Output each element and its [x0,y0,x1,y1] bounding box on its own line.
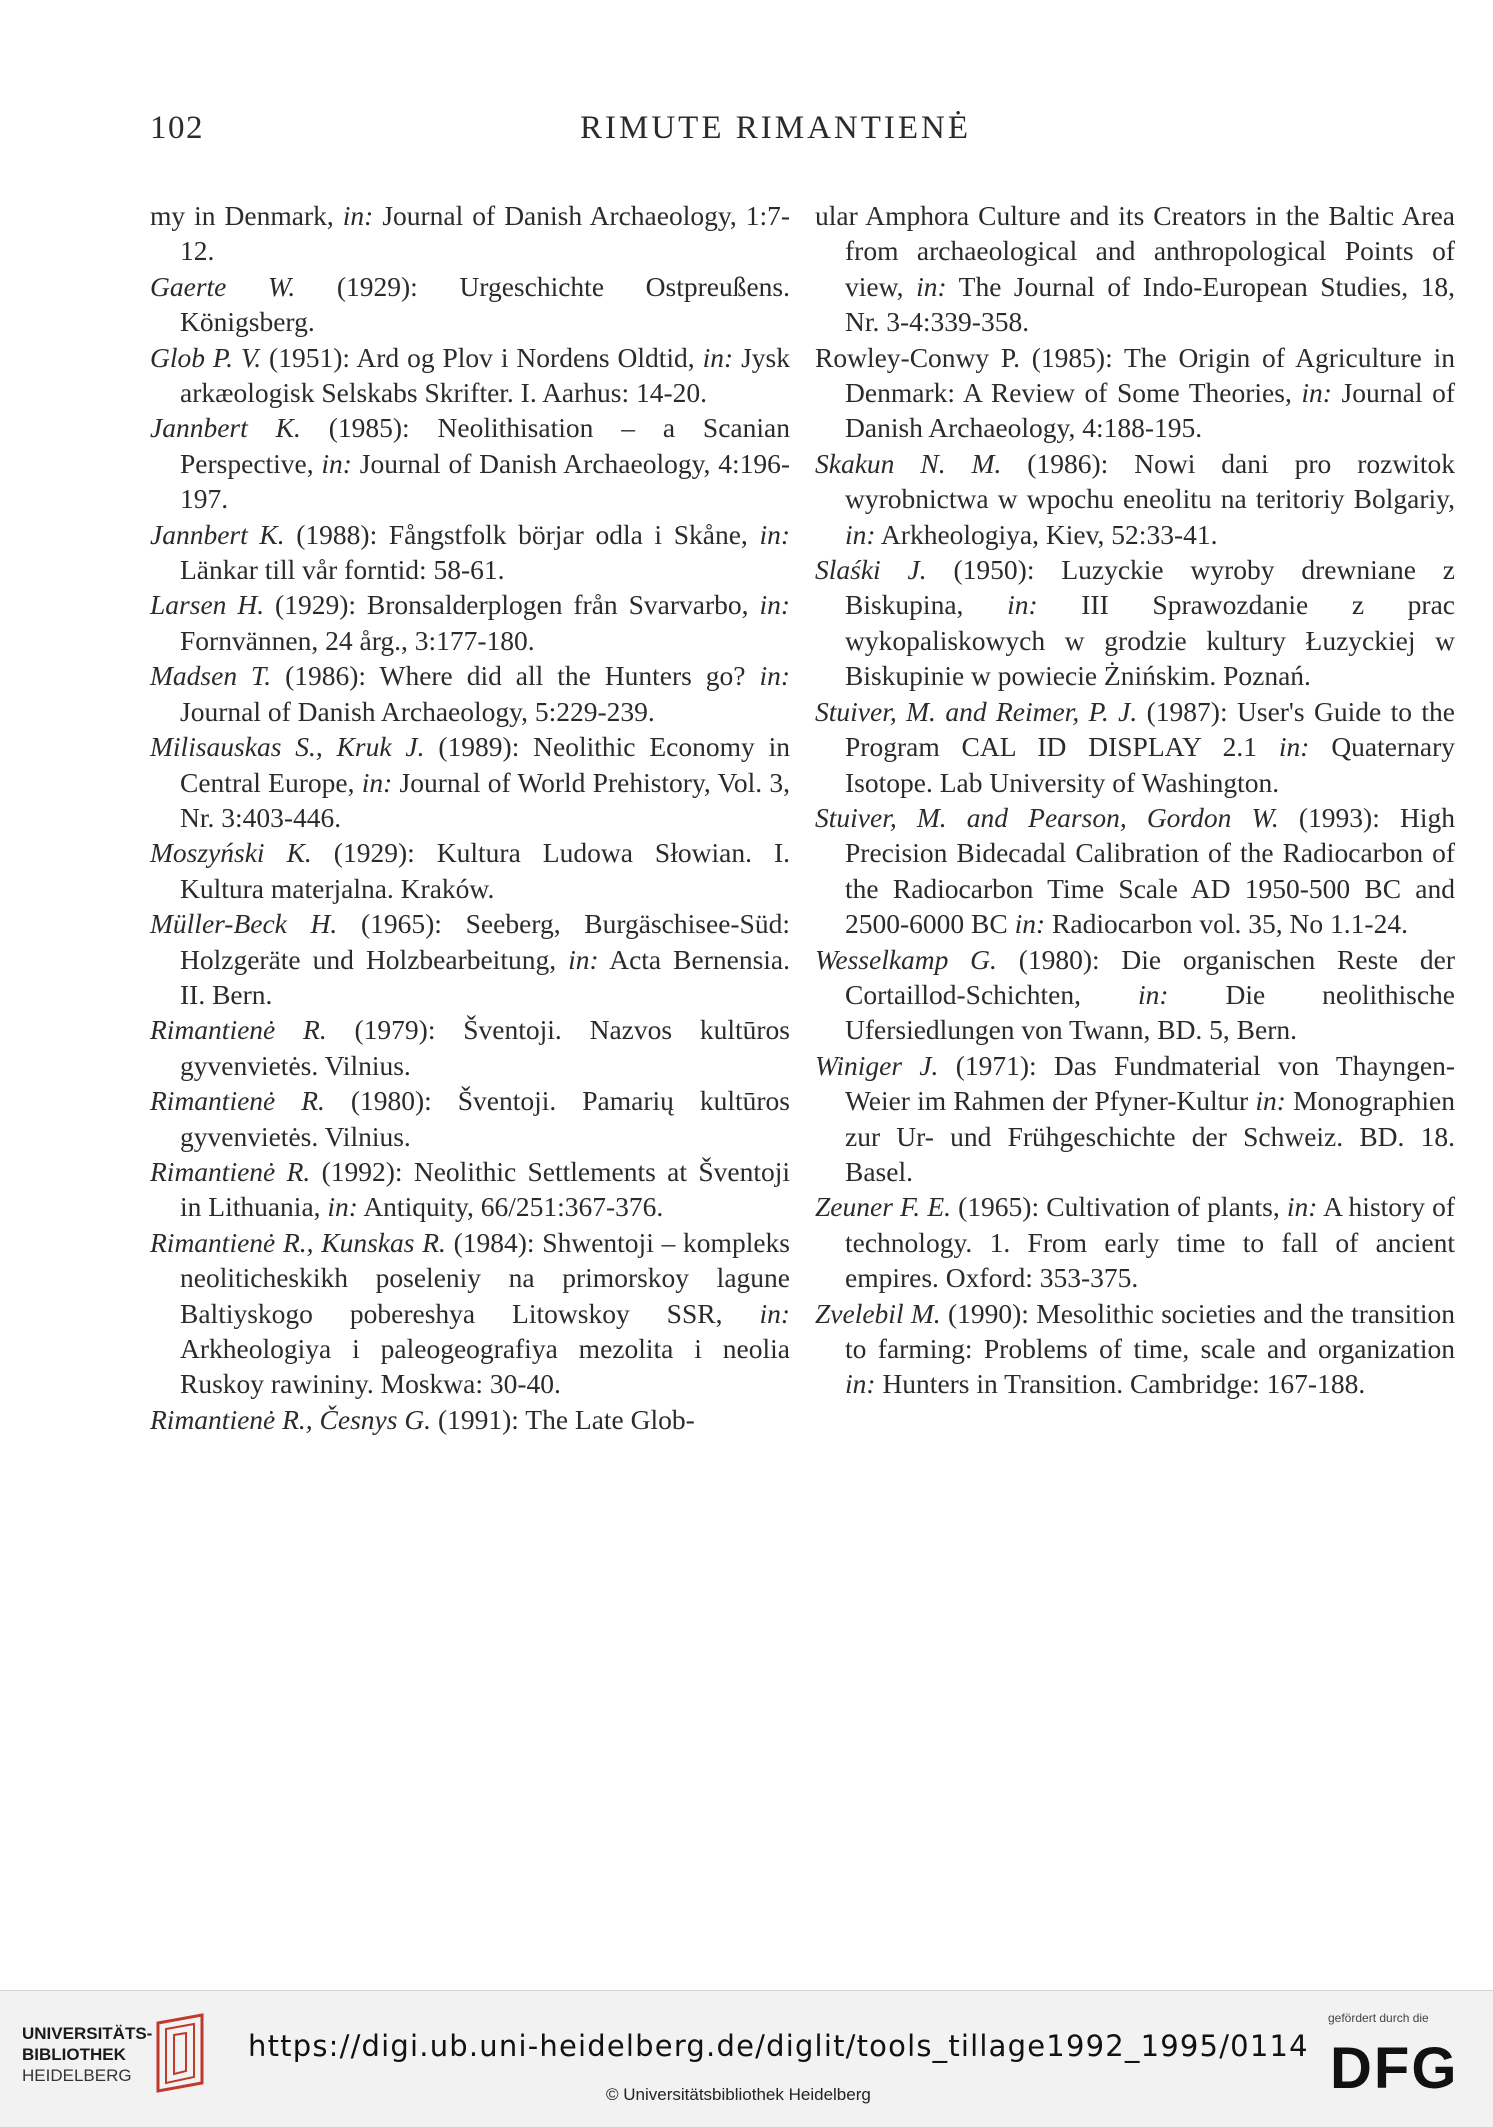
reference-text-part: (1992): Neolithic Settlements at Šventoji in Lithuania, [180,1155,790,1223]
reference-italic-part: Winiger J. [815,1049,939,1081]
reference-text-part: Rowley-Conwy P. (1985): The Origin of Agriculture in Denmark: A Review of Some Theories, [815,341,1455,409]
reference-text-part: Monographien zur Ur- und Frühgeschichte der Schweiz. BD. 18. Basel. [845,1085,1455,1187]
reference-entry [815,694,1455,800]
references-left-column [150,198,790,1437]
reference-entry [150,340,790,411]
reference-italic-part: Rimantienė R., Česnys G. [150,1403,432,1435]
reference-italic-part: Stuiver, M. and Pearson, Gordon W. [815,801,1279,833]
reference-entry [150,906,790,1012]
reference-italic-part: Jannbert K. [150,518,285,550]
reference-entry [815,198,1455,340]
reference-entry [150,1154,790,1225]
reference-entry [150,410,790,516]
reference-italic-part: Rimantienė R. [150,1085,325,1117]
reference-italic-part: in: [568,943,599,975]
reference-entry [815,552,1455,694]
dfg-logo: DFG [1330,2036,1459,2101]
reference-italic-part: in: [321,447,352,479]
reference-entry [815,1189,1455,1295]
reference-text-part: Fornvännen, 24 årg., 3:177-180. [180,624,535,656]
reference-italic-part: Jannbert K. [150,412,301,444]
reference-italic-part: Moszyński K. [150,837,312,869]
reference-italic-part: Rimantienė R., Kunskas R. [150,1226,446,1258]
reference-text-part: (1986): Nowi dani pro rozwitok wyrobnictwa w wpochu eneolitu na teritoriy Bolgariy, [845,447,1455,515]
permalink-url[interactable]: https://digi.ub.uni-heidelberg.de/diglit/tools_tillage1992_1995/0114 [248,2029,1309,2063]
reference-text-part: (1986): Where did all the Hunters go? [271,660,760,692]
reference-entry [150,587,790,658]
reference-text-part: Arkheologiya, Kiev, 52:33-41. [875,518,1218,550]
reference-text-part: (1985): Neolithisation – a Scanian Perspective, [180,412,790,479]
reference-text-part: ular Amphora Culture and its Creators in the Baltic Area from archaeological and anthropological Points of view, [815,200,1455,302]
reference-italic-part: Milisauskas S., Kruk J. [150,731,425,763]
reference-text-part: Journal of Danish Archaeology, 4:196-197. [180,447,790,515]
library-name-line: BIBLIOTHEK [22,2045,126,2064]
reference-italic-part: in: [361,766,393,798]
reference-entry [150,1402,790,1437]
reference-italic-part: Zvelebil M. [815,1297,941,1329]
reference-text-part: (1984): Shwentoji – kompleks neoliticheskikh poseleniy na primorskoy lagune Baltiyskogo pobereshya Litowskoy SSR, [180,1226,790,1329]
reference-text-part: (1980): Die organischen Reste der Cortaillod-Schichten, [845,943,1456,1010]
reference-italic-part: Skakun N. M. [815,447,1002,479]
reference-italic-part: in: [759,518,790,550]
reference-text-part: (1929): Urgeschichte Ostpreußens. Königsberg. [180,270,790,338]
reference-entry [815,1048,1455,1190]
reference-italic-part: Müller-Beck H. [150,908,338,940]
reference-text-part: Hunters in Transition. Cambridge: 167-188. [875,1368,1366,1400]
reference-entry [150,198,790,269]
reference-entry [150,1225,790,1402]
reference-entry [815,446,1455,552]
reference-italic-part: in: [916,270,947,302]
reference-text-part: Journal of Danish Archaeology, 4:188-195. [845,377,1455,444]
reference-italic-part: in: [1286,1191,1318,1223]
reference-text-part: (1987): User's Guide to the Program CAL ID DISPLAY 2.1 [845,695,1455,763]
reference-italic-part: in: [327,1191,358,1223]
reference-text-part: Acta Bernensia. II. Bern. [180,943,790,1010]
reference-text-part: (1929): Kultura Ludowa Słowian. I. Kultura materjalna. Kraków. [180,837,790,904]
reference-italic-part: Larsen H. [150,589,265,621]
reference-text-part: (1971): Das Fundmaterial von Thayngen-Weier im Rahmen der Pfyner-Kultur [845,1049,1455,1117]
reference-italic-part: Zeuner F. E. [815,1191,951,1223]
digitization-footer [0,1990,1493,2127]
reference-italic-part: in: [845,518,876,550]
reference-text-part: Journal of Danish Archaeology, 1:7-12. [180,200,790,267]
page-number: 102 [150,110,204,146]
reference-italic-part: in: [759,589,791,621]
reference-entry [150,729,790,835]
library-name-line: HEIDELBERG [22,2066,132,2085]
reference-text-part: (1989): Neolithic Economy in Central Europe, [180,731,790,798]
reference-italic-part: in: [759,1297,790,1329]
reference-italic-part: in: [759,660,790,692]
reference-text-part: (1990): Mesolithic societies and the transition to farming: Problems of time, scale and organization [845,1297,1455,1364]
reference-italic-part: in: [1255,1085,1286,1117]
reference-text-part: (1951): Ard og Plov i Nordens Oldtid, [261,341,703,373]
reference-text-part: Quaternary Isotope. Lab University of Washington. [845,731,1456,798]
library-name-line: UNIVERSITÄTS- [22,2024,153,2043]
reference-italic-part: in: [1278,731,1310,763]
reference-italic-part: Rimantienė R. [150,1155,311,1187]
reference-italic-part: in: [702,341,734,373]
reference-text-part: Länkar till vår forntid: 58-61. [180,554,505,586]
reference-text-part: Radiocarbon vol. 35, No 1.1-24. [1045,908,1408,940]
library-emblem-icon [150,2013,210,2093]
reference-italic-part: in: [1014,908,1046,940]
page-header [150,110,1450,160]
reference-italic-part: Wesselkamp G. [815,943,997,975]
reference-italic-part: Rimantienė R. [150,1014,327,1046]
reference-text-part: (1980): Šventoji. Pamarių kultūros gyvenvietės. Vilnius. [180,1085,790,1152]
reference-entry [815,340,1455,446]
funding-note: gefördert durch die [1328,2011,1429,2025]
reference-entry [815,942,1455,1048]
reference-text-part: (1950): Luzyckie wyroby drewniane z Biskupina, [845,554,1455,621]
reference-text-part: Jysk arkæologisk Selskabs Skrifter. I. Aarhus: 14-20. [180,341,790,409]
reference-text-part: (1988): Fångstfolk börjar odla i Skåne, [284,518,760,550]
reference-entry [150,517,790,588]
reference-text-part: (1991): The Late Glob- [431,1403,695,1435]
reference-italic-part: in: [342,200,374,231]
reference-text-part: III Sprawozdanie z prac wykopaliskowych w grodzie kultury Łuzyckiej w Biskupinie w powiecie Żnińskim. Poznań. [845,589,1455,692]
reference-italic-part: in: [1007,589,1038,621]
reference-italic-part: Madsen T. [150,660,272,692]
reference-entry [150,1083,790,1154]
reference-text-part: Arkheologiya i paleogeografiya mezolita i neolia Ruskoy rawininy. Moskwa: 30-40. [180,1333,790,1400]
reference-text-part: Antiquity, 66/251:367-376. [357,1191,664,1223]
reference-italic-part: in: [845,1368,876,1400]
reference-italic-part: Gaerte W. [150,270,296,302]
library-logo-text [22,2023,152,2086]
reference-entry [150,658,790,729]
reference-text-part: (1965): Cultivation of plants, [951,1191,1287,1223]
reference-text-part: Journal of World Prehistory, Vol. 3, Nr. 3:403-446. [180,766,790,833]
reference-entry [815,800,1455,942]
reference-entry [150,1012,790,1083]
reference-entry [815,1296,1455,1402]
reference-entry [150,269,790,340]
copyright-notice: © Universitätsbibliothek Heidelberg [606,2085,871,2104]
reference-entry [150,835,790,906]
reference-italic-part: Slaśki J. [815,554,927,586]
reference-italic-part: Glob P. V. [150,341,262,373]
reference-text-part: my in Denmark, [150,200,343,231]
reference-text-part: Journal of Danish Archaeology, 5:229-239. [180,695,655,727]
reference-text-part: (1929): Bronsalderplogen från Svarvarbo, [264,589,760,621]
references-right-column [815,198,1455,1402]
reference-italic-part: Stuiver, M. and Reimer, P. J. [815,695,1138,727]
reference-text-part: The Journal of Indo-European Studies, 18, Nr. 3-4:339-358. [845,270,1455,338]
running-title: RIMUTE RIMANTIENĖ [580,110,972,146]
reference-italic-part: in: [1137,978,1169,1010]
reference-italic-part: in: [1301,377,1332,409]
reference-text-part: (1993): High Precision Bidecadal Calibration of the Radiocarbon of the Radiocarbon Time Scale AD 1950-500 BC and 2500-6000 BC [845,801,1455,940]
reference-text-part: (1965): Seeberg, Burgäschisee-Süd: Holzgeräte und Holzbearbeitung, [180,908,790,975]
reference-text-part: A history of technology. 1. From early time to fall of ancient empires. Oxford: 353-375. [845,1191,1455,1294]
reference-text-part: (1979): Šventoji. Nazvos kultūros gyvenvietės. Vilnius. [180,1014,790,1081]
reference-text-part: Die neolithische Ufersiedlungen von Twann, BD. 5, Bern. [845,978,1455,1046]
